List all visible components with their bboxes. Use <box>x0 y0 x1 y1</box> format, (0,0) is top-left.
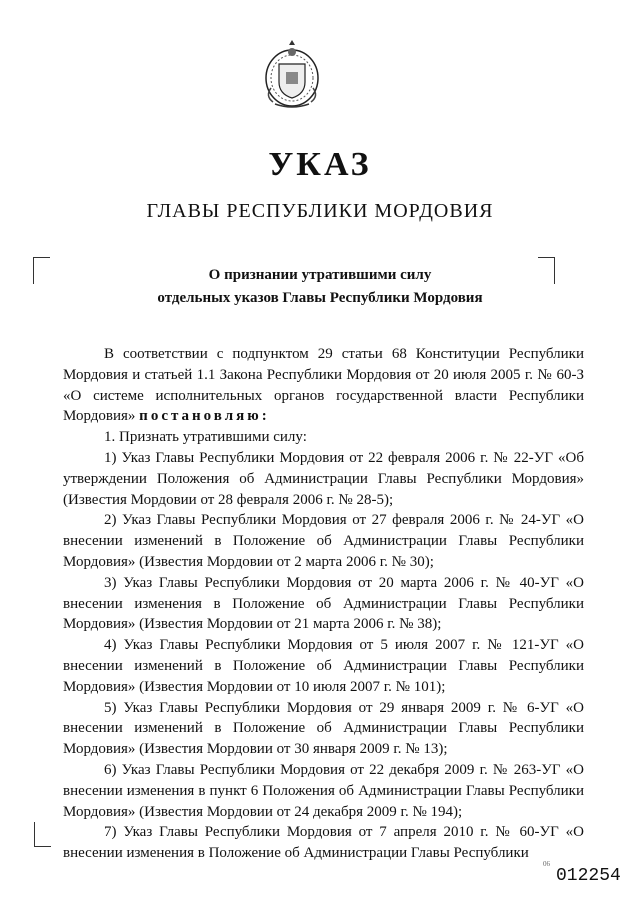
decree-title: УКАЗ <box>268 146 372 183</box>
subitem-1: 1) Указ Главы Республики Мордовия от 22 февраля 2006 г. № 22-УГ «Об утверждении Положения об Администрации Главы Республики Мордовия» (Известия Мордовии от 28 февраля 2006 г. № 28-5); <box>63 449 584 508</box>
decree-heading <box>0 264 640 310</box>
heading-line-2: отдельных указов Главы Республики Мордовия <box>157 290 483 306</box>
subitem-3: 3) Указ Главы Республики Мордовия от 20 марта 2006 г. № 40-УГ «О внесении изменения в Положение об Администрации Главы Республики Мордовия» (Известия Мордовии от 21 марта 2006 г. № 38); <box>63 574 584 633</box>
subitem-4: 4) Указ Главы Республики Мордовия от 5 июля 2007 г. № 121-УГ «О внесении изменений в Положение об Администрации Главы Республики Мордовия» (Известия Мордовии от 10 июля 2007 г. № 101); <box>63 637 584 695</box>
subitem-7: 7) Указ Главы Республики Мордовия от 7 апреля 2010 г. № 60-УГ «О внесении изменения в Положение об Администрации Главы Республики <box>63 824 584 862</box>
subitem-6: 6) Указ Главы Республики Мордовия от 22 декабря 2009 г. № 263-УГ «О внесении изменения в пункт 6 Положения об Администрации Главы Республики Мордовия» (Известия Мордовии от 24 декабря 2009 г. № 194); <box>63 761 584 820</box>
document-number: 012254 <box>556 866 621 886</box>
decree-body <box>63 344 584 864</box>
preamble-paragraph <box>63 344 584 427</box>
coat-of-arms-icon <box>259 36 325 112</box>
item-1: 1. Признать утратившими силу: <box>104 429 307 446</box>
margin-bracket-bottom-left <box>34 822 51 847</box>
subitem-2: 2) Указ Главы Республики Мордовия от 27 февраля 2006 г. № 24-УГ «О внесении изменений в Положение об Администрации Главы Республики Мордовия» (Известия Мордовии от 2 марта 2006 г. № 30); <box>63 512 584 570</box>
small-mark: 06 <box>543 860 550 868</box>
subitem-5: 5) Указ Главы Республики Мордовия от 29 января 2009 г. № 6-УГ «О внесении изменений в Положение об Администрации Главы Республики Мордовия» (Известия Мордовии от 30 января 2009 г. № 13); <box>63 699 584 758</box>
decree-subtitle: ГЛАВЫ РЕСПУБЛИКИ МОРДОВИЯ <box>146 200 494 222</box>
resolve-word: постановляю: <box>139 408 270 425</box>
preamble-text: В соответствии с подпунктом 29 статьи 68 Конституции Республики Мордовия и статьей 1.1 Закона Республики Мордовия от 20 июля 2005 г. № 60-З «О системе исполнительных органов государственной власти Республики Мордовия» <box>63 346 584 425</box>
heading-line-1: О признании утратившими силу <box>208 267 432 283</box>
